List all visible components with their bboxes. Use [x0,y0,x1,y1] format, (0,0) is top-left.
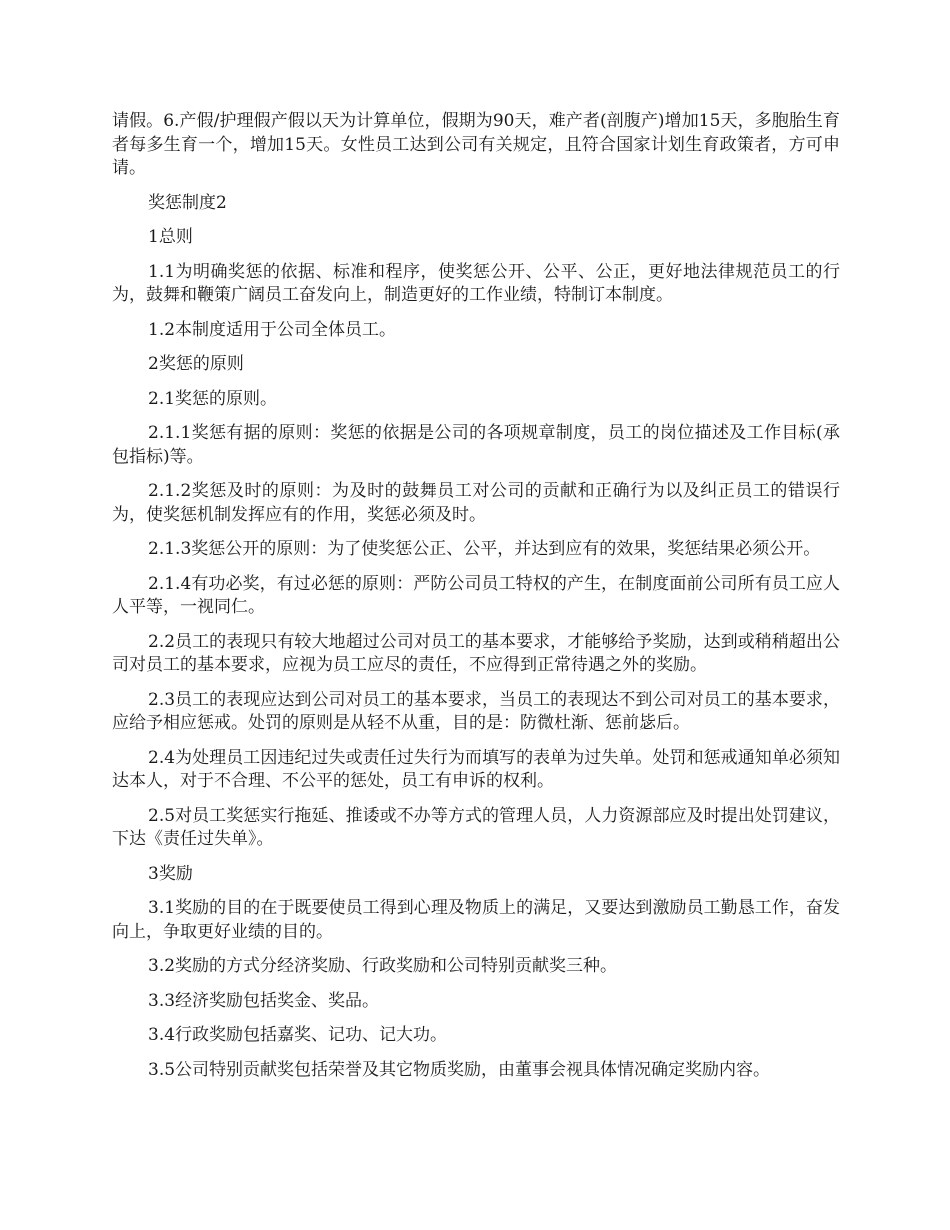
paragraph: 2.2员工的表现只有较大地超过公司对员工的基本要求，才能够给予奖励，达到或稍稍超出公司对员工的基本要求，应视为员工应尽的责任，不应得到正常待遇之外的奖励。 [112,631,840,675]
paragraph: 2.3员工的表现应达到公司对员工的基本要求，当员工的表现达不到公司对员工的基本要求，应给予相应惩戒。处罚的原则是从轻不从重，目的是：防微杜渐、惩前毖后。 [112,689,840,733]
chapter-heading: 2奖惩的原则 [148,354,244,374]
paragraph: 2.1.3奖惩公开的原则：为了使奖惩公正、公平，并达到应有的效果，奖惩结果必须公开。 [148,539,821,559]
paragraph: 3.5公司特别贡献奖包括荣誉及其它物质奖励，由董事会视具体情况确定奖励内容。 [148,1059,771,1080]
paragraph: 2.1奖惩的原则。 [148,388,278,409]
paragraph: 3.1奖励的目的在于既要使员工得到心理及物质上的满足，又要达到激励员工勤恳工作，奋发向上，争取更好业绩的目的。 [112,898,840,942]
chapter-heading: 3奖励 [148,863,193,884]
paragraph: 2.5对员工奖惩实行拖延、推诿或不办等方式的管理人员，人力资源部应及时提出处罚建议，下达《责任过失单》。 [112,805,840,849]
paragraph: 2.1.4有功必奖，有过必惩的原则：严防公司员工特权的产生，在制度面前公司所有员工应人人平等，一视同仁。 [112,573,840,617]
paragraph: 3.3经济奖励包括奖金、奖品。 [148,990,380,1011]
document-body [112,110,840,1093]
paragraph: 3.4行政奖励包括嘉奖、记功、记大功。 [148,1025,448,1045]
chapter-heading: 1总则 [148,227,193,247]
paragraph: 2.1.1奖惩有据的原则：奖惩的依据是公司的各项规章制度，员工的岗位描述及工作目标(承包指标)等。 [112,423,840,467]
paragraph: 1.1为明确奖惩的依据、标准和程序，使奖惩公开、公平、公正，更好地法律规范员工的行为，鼓舞和鞭策广阔员工奋发向上，制造更好的工作业绩，特制订本制度。 [112,261,840,305]
paragraph-leave-policy: 请假。6.产假/护理假产假以天为计算单位，假期为90天，难产者(剖腹产)增加15天，多胞胎生育者每多生育一个，增加15天。女性员工达到公司有关规定，且符合国家计划生育政策者，方可申请。 [112,111,840,178]
paragraph: 2.1.2奖惩及时的原则：为及时的鼓舞员工对公司的贡献和正确行为以及纠正员工的错误行为，使奖惩机制发挥应有的作用，奖惩必须及时。 [112,481,840,525]
section-title: 奖惩制度2 [148,192,227,213]
paragraph: 3.2奖励的方式分经济奖励、行政奖励和公司特别贡献奖三种。 [148,956,618,976]
paragraph: 2.4为处理员工因违纪过失或责任过失行为而填写的表单为过失单。处罚和惩戒通知单必须知达本人，对于不合理、不公平的惩处，员工有申诉的权利。 [112,747,840,791]
paragraph: 1.2本制度适用于公司全体员工。 [148,319,397,340]
